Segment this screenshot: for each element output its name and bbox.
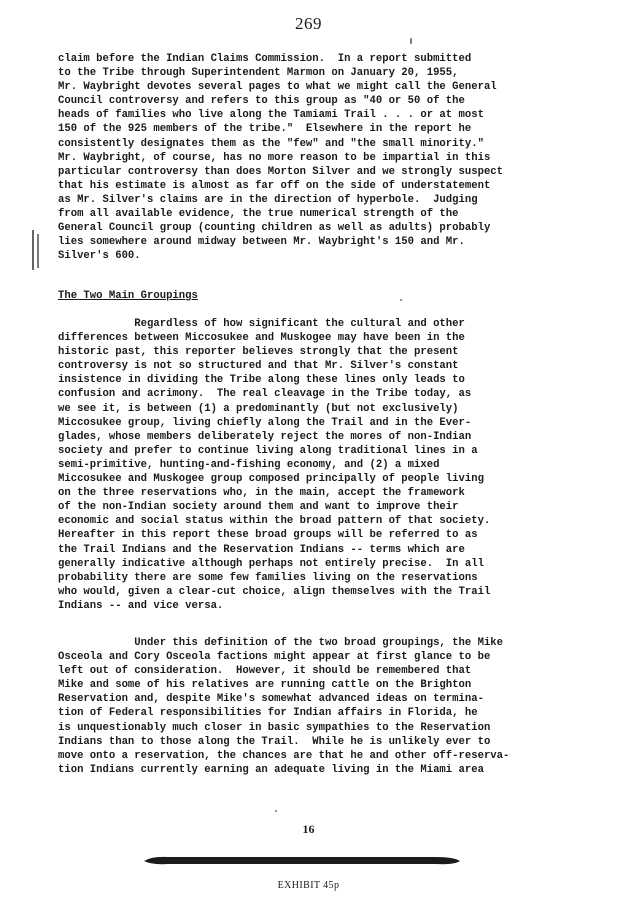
text-line: Mike and some of his relatives are running cattle on the Brighton xyxy=(58,679,472,692)
text-line: as Mr. Silver's claims are in the direction of hyperbole. Judging xyxy=(58,193,478,206)
section-heading: The Two Main Groupings xyxy=(58,290,198,302)
text-line: the Trail Indians and the Reservation Indians -- terms which are xyxy=(58,543,465,556)
text-line: of the non-Indian society around them and want to improve their xyxy=(58,501,459,514)
text-line: Council controversy and refers to this group as "40 or 50 of the xyxy=(58,95,465,108)
margin-mark xyxy=(30,228,42,272)
text-line: generally indicative although perhaps not entirely precise. In all xyxy=(58,557,484,570)
text-line: Hereafter in this report these broad groups will be referred to as xyxy=(58,529,478,542)
text-line: insistence in dividing the Tribe along these lines only leads to xyxy=(58,374,465,387)
text-line: Indians than to those along the Trail. While he is unlikely ever to xyxy=(58,735,491,748)
text-line: move onto a reservation, the chances are that he and other off-reserva- xyxy=(58,749,510,762)
text-line: Miccosukee and Muskogee group composed principally of people living xyxy=(58,473,484,486)
paragraph-3 xyxy=(58,636,578,777)
text-line: lies somewhere around midway between Mr. Waybright's 150 and Mr. xyxy=(58,236,465,249)
footer-rule xyxy=(144,856,460,865)
text-line: glades, whose members deliberately reject the mores of non-Indian xyxy=(58,430,472,443)
text-line: who would, given a clear-cut choice, align themselves with the Trail xyxy=(58,585,491,598)
text-line: particular controversy than does Morton Silver and we strongly suspect xyxy=(58,165,504,178)
text-line: Under this definition of the two broad groupings, the Mike xyxy=(58,637,504,649)
text-line: is unquestionably much closer in basic sympathies to the Reservation xyxy=(58,721,491,734)
text-line: General Council group (counting children as well as adults) probably xyxy=(58,222,491,235)
text-line: Indians -- and vice versa. xyxy=(58,599,224,612)
text-line: confusion and acrimony. The real cleavage in the Tribe today, as xyxy=(58,388,472,401)
scan-speck xyxy=(275,810,277,812)
text-line: economic and social status within the broad pattern of that society. xyxy=(58,515,491,528)
page-number: 269 xyxy=(295,14,322,33)
text-line: 150 of the 925 members of the tribe." Elsewhere in the report he xyxy=(58,123,472,136)
text-line: tion of Federal responsibilities for Indian affairs in Florida, he xyxy=(58,707,478,720)
text-line: society and prefer to continue living along traditional lines in a xyxy=(58,444,478,457)
text-line: on the three reservations who, in the main, accept the framework xyxy=(58,487,465,500)
text-line: controversy is not so structured and that Mr. Silver's constant xyxy=(58,360,459,373)
text-line: Mr. Waybright, of course, has no more reason to be impartial in this xyxy=(58,151,491,164)
text-line: Regardless of how significant the cultural and other xyxy=(58,318,465,330)
text-line: Miccosukee group, living chiefly along the Trail and in the Ever- xyxy=(58,416,472,429)
text-line: tion Indians currently earning an adequate living in the Miami area xyxy=(58,763,484,776)
text-line: from all available evidence, the true numerical strength of the xyxy=(58,208,459,221)
text-line: heads of families who live along the Tamiami Trail . . . or at most xyxy=(58,109,484,122)
text-line: Silver's 600. xyxy=(58,250,141,263)
text-line: we see it, is between (1) a predominantly (but not exclusively) xyxy=(58,402,459,415)
text-line: Reservation and, despite Mike's somewhat advanced ideas on termina- xyxy=(58,693,484,706)
scan-speck xyxy=(410,38,412,44)
text-line: Mr. Waybright devotes several pages to what we might call the General xyxy=(58,81,497,94)
text-line: left out of consideration. However, it should be remembered that xyxy=(58,665,472,678)
text-line: to the Tribe through Superintendent Marmon on January 20, 1955, xyxy=(58,67,459,80)
text-line: semi-primitive, hunting-and-fishing economy, and (2) a mixed xyxy=(58,458,440,471)
text-line: claim before the Indian Claims Commission. In a report submitted xyxy=(58,53,472,65)
footer-page-number: 16 xyxy=(302,822,315,836)
text-line: that his estimate is almost as far off on the side of understatement xyxy=(58,179,491,192)
scan-speck xyxy=(400,299,402,301)
text-line: historic past, this reporter believes strongly that the present xyxy=(58,346,459,359)
paragraph-2 xyxy=(58,317,578,613)
text-line: probability there are some few families living on the reservations xyxy=(58,571,478,584)
exhibit-label: EXHIBIT 45p xyxy=(277,880,340,891)
text-line: consistently designates them as the "few" and "the small minority." xyxy=(58,137,484,150)
paragraph-1 xyxy=(58,52,578,263)
text-line: Osceola and Cory Osceola factions might appear at first glance to be xyxy=(58,651,491,664)
text-line: differences between Miccosukee and Muskogee may have been in the xyxy=(58,332,465,345)
